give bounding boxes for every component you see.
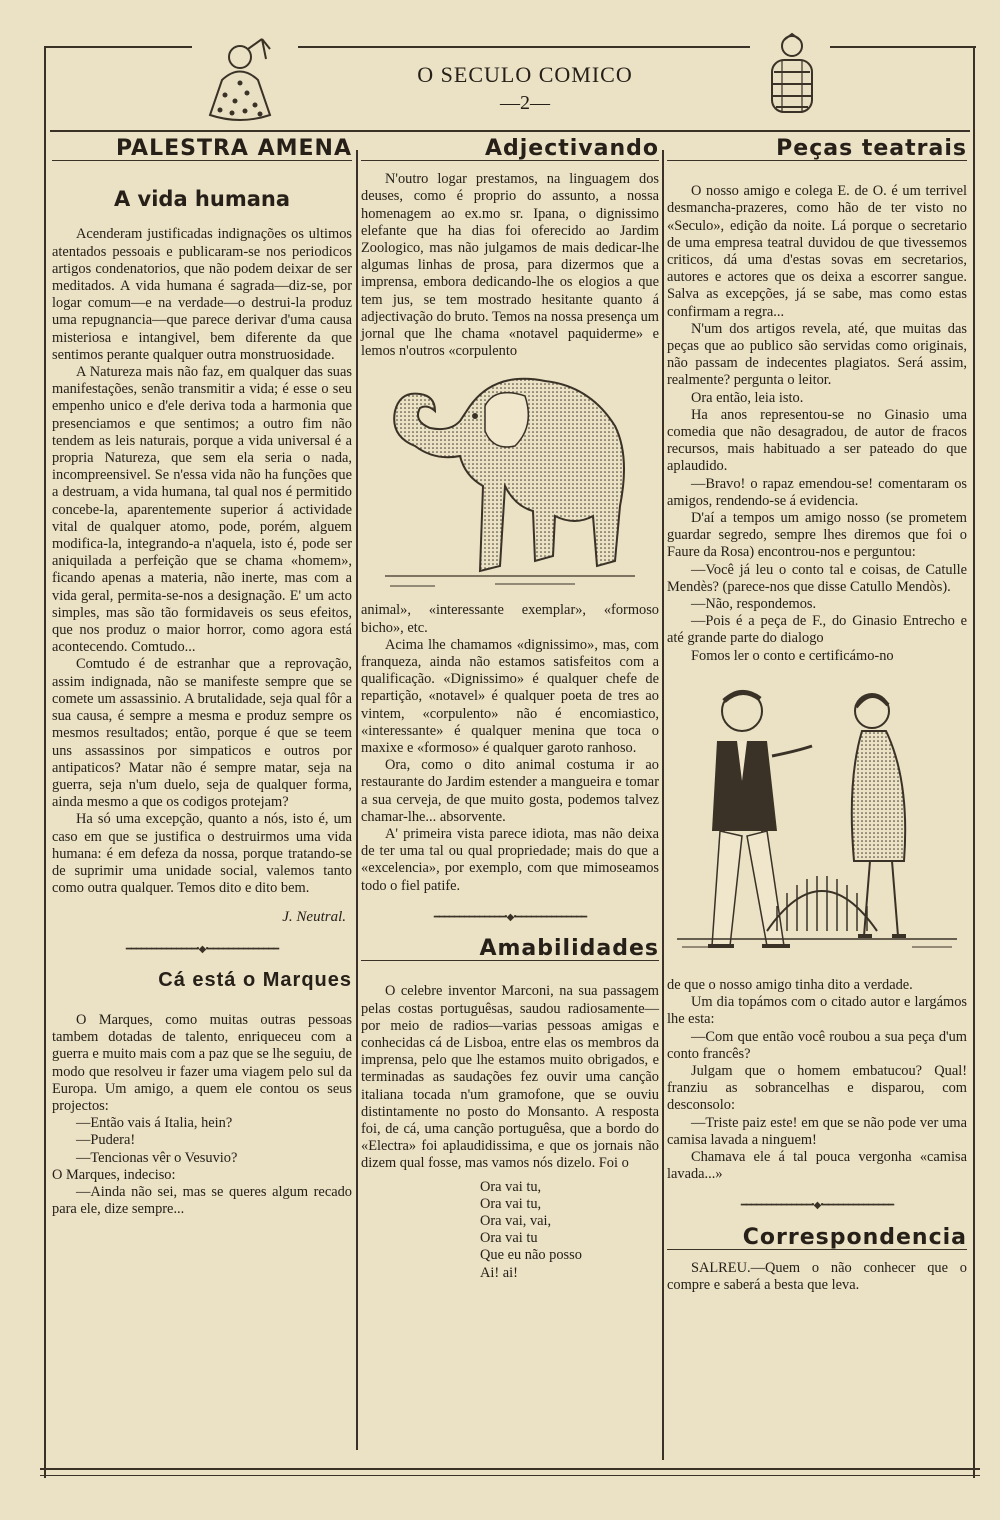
- article-title-vida-humana: A vida humana: [113, 187, 291, 212]
- top-rule-left: [44, 46, 192, 48]
- paragraph: Ora, como o dito animal costuma ir ao restaurante do Jardim estender a mangueira e tomar a sua cerveja, de que muito gosta, podemos talvez chamar-lhe... absorvente.: [361, 757, 659, 825]
- paragraph: —Não, respondemos.: [691, 596, 817, 613]
- paragraph: A Natureza mais não faz, em qualquer das suas manifestações, senão transmitir a vida; é esse o seu empenho unico e d'ele deriva toda a harmonia que presenciamos e que sentimos; a outro fim não tendem as leis naturais, porque a vida universal é a propria Natureza, que sem ela seria o nada, incompreensivel. Se n'essa vida não ha funções que a destruam, a vida humana, tal qual nos é permitido concebe-la, aparentemente superior á actividade vital de qualquer atomo, pode, porém, alguem modifica-la, integrando-a n'aquela, isto é, pode ser aniquilada a perfeição que se chama «homem», ficando apenas a materia, não inerte, mas com a vida geral, permita-se-nos a designação. E' um acto simples, mas são tão formidaveis os seus efeitos, que nos produz o maior horror, como agora está acontecendo. Comtudo...: [52, 364, 352, 656]
- top-rule-center: [298, 46, 750, 48]
- section-title-amabilidades: Amabilidades: [361, 940, 659, 961]
- paragraph: N'um dos artigos revela, até, que muitas das peças que ao publico são servidas como originais, não passam de indecentes plagiatos. Será assim, realmente? pergunta o leitor.: [667, 320, 967, 389]
- paragraph: —Triste paiz este! em que se não pode ver uma camisa lavada a ninguem!: [667, 1114, 967, 1148]
- paragraph: —Bravo! o rapaz emendou-se! comentaram os amigos, rendendo-se á evidencia.: [667, 475, 967, 509]
- column-separator-2: [662, 150, 664, 1460]
- bottom-rule-2: [40, 1475, 980, 1476]
- paragraph: D'aí a tempos um amigo nosso (se prometem guardar segredo, sempre lhes diremos que foi o Faure da Rosa) encontrou-nos e perguntou:: [667, 510, 967, 561]
- verse-line: Ora vai tu,: [480, 1195, 542, 1212]
- ornamental-divider: ━━━━━━━━━━━━━━•◆•━━━━━━━━━━━━━━: [125, 943, 279, 955]
- paragraph: Acenderam justificadas indignações os ultimos atentados pessoais e publicaram-se nos periodicos artigos condenatorios, que não podem deixar de ser meditados. A vida humana é sagrada—diz-se, por logar comum—e na verdade—o destrui-la produz uma repugnancia—que parece derivar d'uma causa misteriosa e intangivel, bem diferente da que sentimos perante qualquer outra monstruosidade.: [52, 226, 352, 363]
- dialogue-line: —Tencionas vêr o Vesuvio?: [76, 1149, 238, 1166]
- paragraph: Ha só uma excepção, quanto a nós, isto é, um caso em que se justifica o destruirmos uma vida humana: é em defeza da nossa, porque tratando-se de suprimir uma unidade social, valemos tanto como outra qualquer. Temos dito e dito bem.: [52, 811, 352, 897]
- paragraph: Julgam que o homem embatucou? Qual! franziu as sobrancelhas e disparou, com desconsolo:: [667, 1062, 967, 1114]
- dialogue-line: O Marques, indeciso:: [52, 1166, 176, 1183]
- paragraph: Chamava ele á tal pouca vergonha «camisa lavada...»: [667, 1148, 967, 1183]
- verse-line: Ora vai tu: [480, 1230, 538, 1247]
- column-3: [667, 136, 967, 1294]
- cartoon-illustration: [672, 671, 962, 971]
- paragraph: —Você já leu o conto tal e coisas, de Catulle Mendès? (parece-nos que disse Catullo Mendòs).: [667, 561, 967, 595]
- paragraph: —Pois é a peça de F., do Ginasio Entrecho e até grande parte do dialogo: [667, 613, 967, 647]
- paragraph: Fomos ler o conto e certificámo-no: [691, 647, 894, 664]
- paragraph: Comtudo é de estranhar que a reprovação, assim indignada, não se manifeste sempre que se comete um assassinio. A brutalidade, seja qual fôr a sua causa, é sempre a mesma e produz sempre os mesmos resultados; então, porque é que se teem uns assassinos por simpaticos e outros por antipaticos? Matar não é sempre matar, seja na guerra, seja n'um duelo, seja de qualquer forma, ainda mesmo a que os codigos protejam?: [52, 656, 352, 811]
- paragraph: SALREU.—Quem o não conhecer que o compre e saberá a besta que leva.: [667, 1259, 967, 1293]
- column-1: [52, 136, 352, 1218]
- masthead-title: O SECULO COMICO: [417, 62, 633, 87]
- paragraph: O nosso amigo e colega E. de O. é um terrivel desmancha-prazeres, como hão de ter visto no «Seculo», edição da noite. Lá porque o secretario de uma empresa teatral duvidou de que tivessemos criticos, dá uma d'estas sovas em secretarios, autores e actores que os deixa a escorrer sangue. Salva as excepções, já se sabe, mas como estas confirmam a regra...: [667, 183, 967, 320]
- verse-line: Que eu não posso: [480, 1247, 582, 1264]
- paragraph: Ha anos representou-se no Ginasio uma comedia que não desagradou, de autor de fracos recursos, mais habituado a ser pateado do que aplaudido.: [667, 406, 967, 475]
- masthead-rule: [50, 130, 970, 132]
- frame-right: [973, 46, 975, 1478]
- dialogue-line: —Então vais á Italia, hein?: [76, 1115, 233, 1132]
- article-title-marques: Cá está o Marques: [158, 968, 352, 991]
- dialogue-line: —Ainda não sei, mas se queres algum recado para ele, dize sempre...: [52, 1183, 352, 1218]
- paragraph: A' primeira vista parece idiota, mas não deixa de ter uma tal ou qual propriedade; mais do que a «excelencia», por exemplo, com que mimoseamos todo o fiel patife.: [361, 826, 659, 894]
- verse-line: Ora vai tu,: [480, 1178, 542, 1195]
- paragraph: Ora então, leia isto.: [691, 389, 804, 406]
- column-2: [361, 136, 659, 1282]
- frame-left: [44, 46, 46, 1478]
- section-title-pecas-teatrais: Peças teatrais: [667, 140, 967, 161]
- top-rule-right: [830, 46, 976, 48]
- column-separator-1: [356, 150, 358, 1450]
- ornamental-divider: ━━━━━━━━━━━━━━•◆•━━━━━━━━━━━━━━: [740, 1200, 894, 1212]
- paragraph: O Marques, como muitas outras pessoas tambem dotadas de talento, enriqueceu com a guerra e muito mais com a paz que se lhe seguiu, de modo que resolveu ir fazer uma viagem pelo sul da Europa. Um amigo, a quem ele contou os seus projectos:: [52, 1011, 352, 1114]
- section-title-palestra: PALESTRA AMENA: [52, 140, 352, 161]
- paragraph: animal», «interessante exemplar», «formoso bicho», etc.: [361, 602, 659, 636]
- paragraph: Acima lhe chamamos «dignissimo», mas, com franqueza, ainda não estamos satisfeitos com a qualificação. «Dignissimo» é qualquer chefe de repartição, «notavel» é qualquer poeta de tres ao vintem, «corpulento» não é encomiastico, «interessante» é qualquer menina que toca o maxixe e «formoso» é qualquer garoto ranhoso.: [361, 636, 659, 757]
- page-number: —2—: [500, 92, 550, 114]
- elephant-illustration: [375, 366, 645, 596]
- signature: J. Neutral.: [282, 909, 346, 926]
- ornamental-divider: ━━━━━━━━━━━━━━•◆•━━━━━━━━━━━━━━: [433, 911, 587, 923]
- paragraph: O celebre inventor Marconi, na sua passagem pelas costas portuguêsas, saudou radiosamente—por meio de radios—varias pessoas amigas e conhecidas cá de Lisboa, entre elas os membros da imprensa, pelo que lhe estamos muito obrigados, e terminadas as saudações fez ouvir uma canção italiana tocada n'um gramofone, que se ouviu distintamente no posto do Monsanto. A resposta foi, de cá, uma canção portuguêsa, que a bordo do «Electra» foi aplaudidissima, e que os jornais não dizem qual fosse, mas vamos nós dizelo. Foi o: [361, 983, 659, 1172]
- dialogue-line: —Pudera!: [76, 1132, 136, 1149]
- verse-line: Ora vai, vai,: [480, 1212, 552, 1229]
- paragraph: de que o nosso amigo tinha dito a verdade.: [667, 976, 913, 993]
- section-title-correspondencia: Correspondencia: [667, 1229, 967, 1250]
- section-title-adjectivando: Adjectivando: [361, 140, 659, 161]
- verse-line: Ai! ai!: [480, 1264, 518, 1281]
- bottom-rule-1: [40, 1468, 980, 1470]
- masthead-emblem-left: [200, 35, 290, 125]
- masthead-emblem-right: [762, 32, 822, 122]
- paragraph: Um dia topámos com o citado autor e largámos lhe esta:: [667, 994, 967, 1028]
- paragraph: —Com que então você roubou a sua peça d'um conto francês?: [667, 1028, 967, 1062]
- paragraph: N'outro logar prestamos, na linguagem dos deuses, como é proprio do assunto, a nossa homenagem ao ex.mo sr. Ipana, o dignissimo elefante que ha dias foi oferecido ao Jardim Zoologico, mas não julgamos de mais dedicar-lhe algumas linhas de prosa, para dizermos que a imprensa, embora dedicando-lhe os elogios a que tem jus, se tem mostrado hesitante quanto á adjectivação do bruto. Temos na nossa presença um jornal que lhe chama «notavel paquiderme» e lemos n'outros «corpulento: [361, 171, 659, 360]
